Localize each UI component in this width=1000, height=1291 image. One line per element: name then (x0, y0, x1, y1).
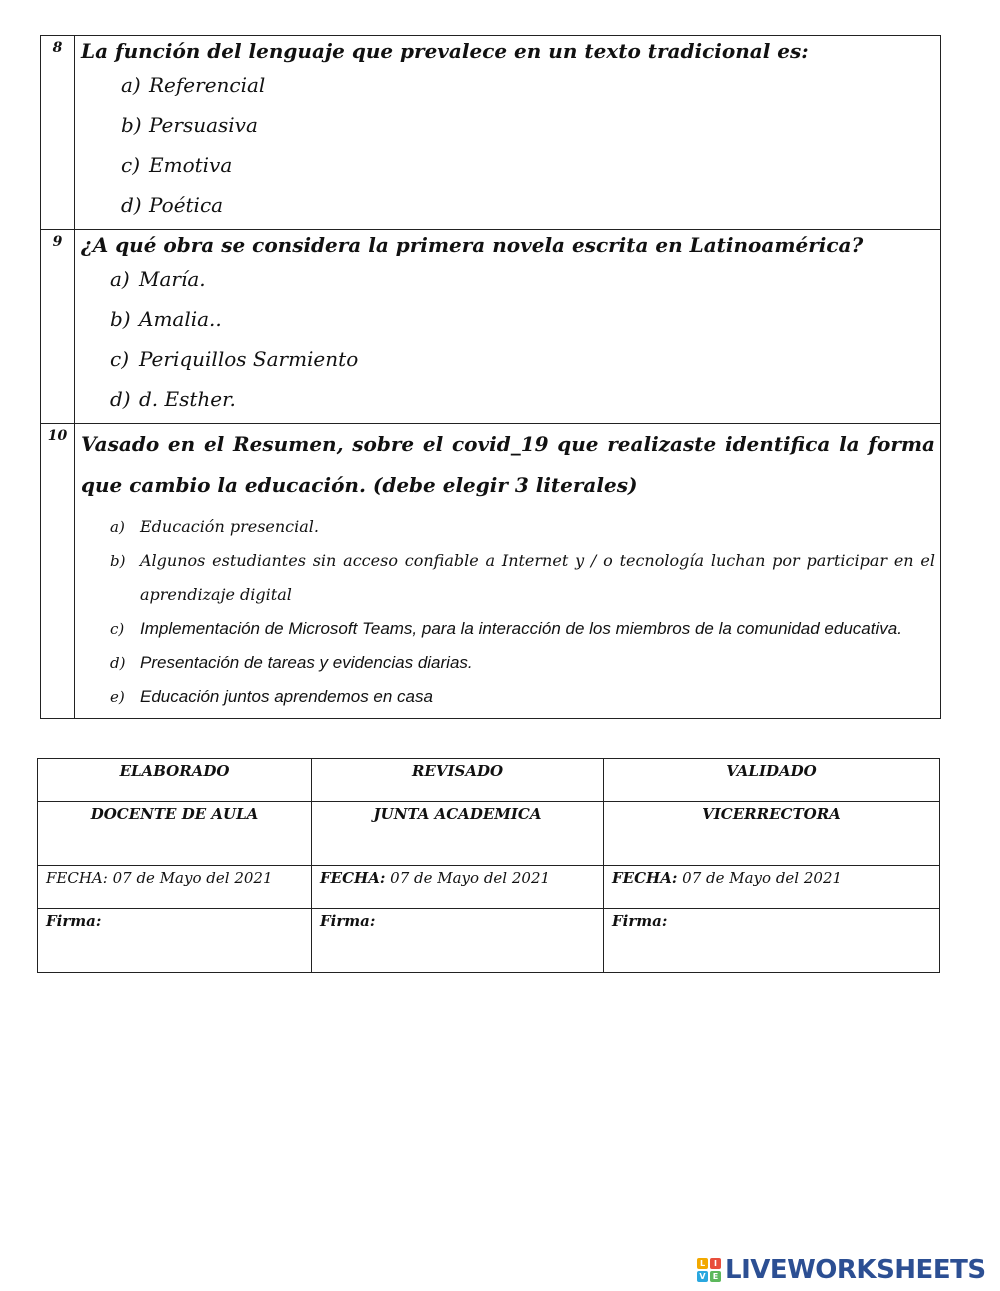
question-body (75, 36, 941, 230)
option-b[interactable] (110, 299, 935, 339)
signature-field: Firma: (312, 909, 604, 973)
liveworksheets-brand (697, 1256, 986, 1284)
option-letter: e) (110, 688, 125, 706)
option-text: Periquillos Sarmiento (139, 347, 359, 371)
signature-date-row (38, 866, 940, 909)
signature-field: Firma: (604, 909, 940, 973)
signature-field: Firma: (38, 909, 312, 973)
signature-header-row (38, 759, 940, 802)
option-c[interactable] (110, 339, 935, 379)
role-vicerrectora: VICERRECTORA (604, 802, 940, 866)
option-text: Amalia.. (139, 307, 222, 331)
option-text: Emotiva (149, 153, 233, 177)
header-elaborado: ELABORADO (38, 759, 312, 802)
question-body (75, 424, 941, 719)
question-text: La función del lenguaje que prevalece en un texto tradicional es: (81, 39, 809, 63)
option-e[interactable] (110, 680, 935, 714)
brand-name: LIVEWORKSHEETS (725, 1255, 986, 1285)
option-letter: d) (110, 387, 131, 411)
date-value: 07 de Mayo del 2021 (112, 869, 273, 887)
question-number: 9 (41, 230, 75, 424)
option-letter: a) (110, 518, 125, 536)
date-label: FECHA: (320, 869, 386, 887)
option-letter: c) (121, 153, 141, 177)
header-revisado: REVISADO (312, 759, 604, 802)
logo-letter-i: I (710, 1258, 721, 1269)
option-letter: b) (121, 113, 142, 137)
option-list (81, 65, 935, 229)
date-label: FECHA: (46, 869, 108, 887)
option-list (81, 506, 935, 718)
option-letter: c) (110, 347, 130, 371)
role-junta: JUNTA ACADEMICA (312, 802, 604, 866)
option-b[interactable] (121, 105, 935, 145)
option-letter: a) (110, 267, 130, 291)
date-cell (604, 866, 940, 909)
role-docente: DOCENTE DE AULA (38, 802, 312, 866)
option-text: Educación presencial. (140, 517, 319, 536)
date-label: FECHA: (612, 869, 678, 887)
option-text: d. Esther. (139, 387, 236, 411)
option-text: Presentación de tareas y evidencias diarias. (140, 653, 473, 672)
header-validado: VALIDADO (604, 759, 940, 802)
option-d[interactable] (110, 646, 935, 680)
question-row-9 (41, 230, 941, 424)
option-text: María. (139, 267, 206, 291)
signature-role-row (38, 802, 940, 866)
logo-letter-v: V (697, 1271, 708, 1282)
logo-letter-e: E (710, 1271, 721, 1282)
question-number: 8 (41, 36, 75, 230)
option-letter: d) (121, 193, 142, 217)
option-text: Educación juntos aprendemos en casa (140, 687, 433, 706)
option-text: Persuasiva (149, 113, 258, 137)
option-c[interactable] (110, 612, 935, 646)
question-text: Vasado en el Resumen, sobre el covid_19 que realizaste identifica la forma que cambio la educación. (debe elegir 3 literales) (81, 432, 935, 497)
question-body (75, 230, 941, 424)
option-letter: c) (110, 620, 125, 638)
liveworksheets-logo-icon (697, 1258, 721, 1282)
option-text: Poética (149, 193, 224, 217)
question-row-10 (41, 424, 941, 719)
questions-table (40, 35, 941, 719)
option-b[interactable] (110, 544, 935, 612)
option-text: Algunos estudiantes sin acceso confiable a Internet y / o tecnología luchan por participar en el aprendizaje digital (140, 551, 935, 604)
option-letter: d) (110, 654, 126, 672)
option-letter: b) (110, 307, 131, 331)
option-text: Implementación de Microsoft Teams, para la interacción de los miembros de la comunidad educativa. (140, 619, 902, 638)
signature-sign-row (38, 909, 940, 973)
option-list (81, 259, 935, 423)
option-a[interactable] (110, 259, 935, 299)
option-letter: b) (110, 552, 126, 570)
date-cell (312, 866, 604, 909)
question-number: 10 (41, 424, 75, 719)
option-d[interactable] (110, 379, 935, 419)
option-a[interactable] (110, 510, 935, 544)
option-text: Referencial (149, 73, 266, 97)
signature-table (37, 758, 940, 973)
date-cell (38, 866, 312, 909)
option-d[interactable] (121, 185, 935, 225)
logo-letter-l: L (697, 1258, 708, 1269)
option-a[interactable] (121, 65, 935, 105)
option-letter: a) (121, 73, 141, 97)
date-value: 07 de Mayo del 2021 (390, 869, 551, 887)
question-row-8 (41, 36, 941, 230)
date-value: 07 de Mayo del 2021 (682, 869, 843, 887)
question-text: ¿A qué obra se considera la primera novela escrita en Latinoamérica? (81, 233, 864, 257)
option-c[interactable] (121, 145, 935, 185)
